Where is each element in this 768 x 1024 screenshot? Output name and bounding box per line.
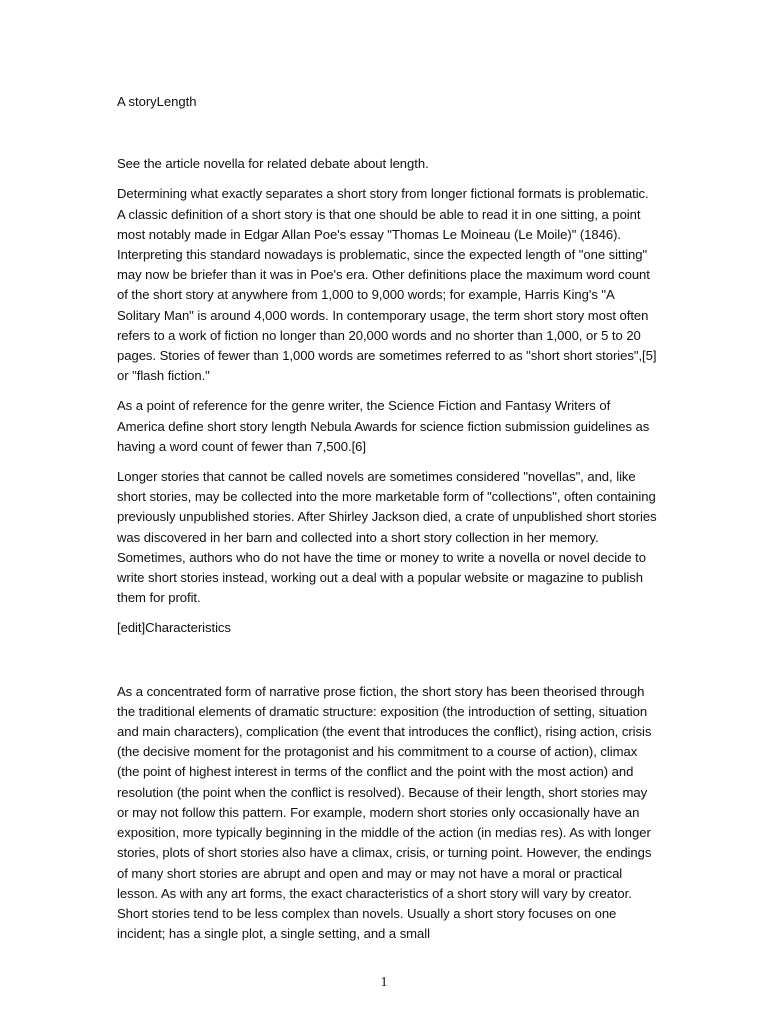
page-number: 1 (380, 975, 388, 990)
section-heading: [edit]Characteristics (117, 620, 231, 636)
paragraph: See the article novella for related debate about length. (117, 156, 429, 172)
paragraph: As a concentrated form of narrative prose fiction, the short story has been theorised through the traditional elements of dramatic structure: exposition (the introduction of setting, situation and main characters), complication (the event that introduces the conflict), rising action, crisis (the decisive moment for the protagonist and his commitment to a course of action), climax (the point of highest interest in terms of the conflict and the point with the most action) and resolution (the point when the conflict is resolved). Because of their length, short stories may or may not follow this pattern. For example, modern short stories only occasionally have an exposition, more typically beginning in the middle of the action (in medias res). As with longer stories, plots of short stories also have a climax, crisis, or turning point. However, the endings of many short stories are abrupt and open and may or may not have a moral or practical lesson. As with any art forms, the exact characteristics of a short story will vary by creator. Short stories tend to be less complex than novels. Usually a short story focuses on one incident; has a single plot, a single setting, and a small (117, 683, 652, 942)
document-title: A storyLength (117, 94, 197, 109)
document-body (117, 92, 657, 954)
paragraph: Determining what exactly separates a short story from longer fictional formats is problematic. A classic definition of a short story is that one should be able to read it in one sitting, a point most notably made in Edgar Allan Poe's essay "Thomas Le Moineau (Le Moile)" (1846). Interpreting this standard nowadays is problematic, since the expected length of "one sitting" may now be briefer than it was in Poe's era. Other definitions place the maximum word count of the short story at anywhere from 1,000 to 9,000 words; for example, Harris King's "A Solitary Man" is around 4,000 words. In contemporary usage, the term short story most often refers to a work of fiction no longer than 20,000 words and no shorter than 1,000, or 5 to 20 pages. Stories of fewer than 1,000 words are sometimes referred to as "short short stories",[5] or "flash fiction." (117, 186, 657, 384)
paragraph: As a point of reference for the genre writer, the Science Fiction and Fantasy Writers of America define short story length Nebula Awards for science fiction submission guidelines as having a word count of fewer than 7,500.[6] (117, 398, 650, 454)
paragraph: Longer stories that cannot be called novels are sometimes considered "novellas", and, like short stories, may be collected into the more marketable form of "collections", often containing previously unpublished stories. After Shirley Jackson died, a crate of unpublished short stories was discovered in her barn and collected into a short story collection in her memory. Sometimes, authors who do not have the time or money to write a novella or novel decide to write short stories instead, working out a deal with a popular website or magazine to publish them for profit. (117, 469, 657, 606)
